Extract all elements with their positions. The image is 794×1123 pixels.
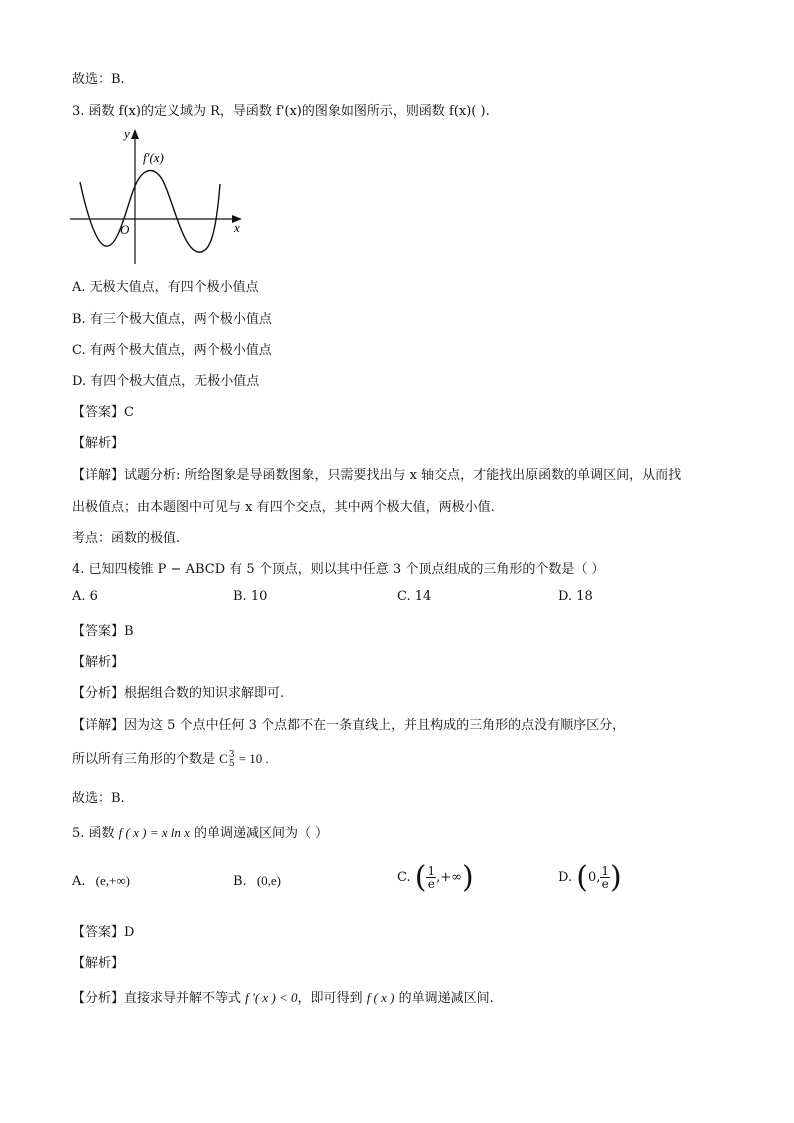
question-4-detail-line-2 bbox=[72, 748, 269, 769]
y-axis-arrow bbox=[131, 129, 139, 139]
combination-subscript: 5 bbox=[228, 758, 235, 769]
question-4-option-c: C. 14 bbox=[397, 589, 432, 604]
question-3-detail-line-2: 出极值点；由本题图中可见与 x 有四个交点，其中两个极大值，两极小值. bbox=[72, 500, 495, 515]
question-3-option-d: D. 有四个极大值点，无极小值点 bbox=[72, 374, 260, 389]
question-3-detail-line-1: 【详解】试题分析: 所给图象是导函数图象，只需要找出与 x 轴交点，才能找出原函数的单调区间，从而找 bbox=[72, 468, 682, 483]
question-5-option-a bbox=[72, 873, 130, 889]
q5-option-c-left-paren: ( bbox=[414, 860, 427, 895]
graph-y-label: y bbox=[124, 126, 130, 141]
question-4-option-b: B. 10 bbox=[233, 589, 268, 604]
question-3-option-a: A. 无极大值点，有四个极小值点 bbox=[72, 280, 259, 295]
derivative-graph bbox=[70, 124, 250, 266]
q5-option-c-numerator: 1 bbox=[427, 864, 436, 878]
q5-option-a-value: (e,+∞) bbox=[95, 873, 130, 888]
question-5-stem bbox=[72, 822, 328, 841]
graph-origin-label: O bbox=[120, 222, 130, 237]
q5-inequality-formula: f ′( x ) < 0 bbox=[245, 990, 298, 1005]
question-3-analysis-heading: 【解析】 bbox=[72, 436, 125, 451]
q5-option-c-tail: ,+∞ bbox=[436, 870, 462, 885]
q4-detail-prefix: 所以所有三角形的个数是 bbox=[72, 752, 220, 767]
q5-analysis-mid: ，即可得到 bbox=[297, 991, 367, 1006]
q5-option-d-numerator: 1 bbox=[601, 864, 609, 878]
q5-option-d-denominator: e bbox=[601, 877, 609, 891]
q5-option-c-fraction bbox=[426, 865, 436, 890]
q5-option-c-label: C. bbox=[397, 870, 411, 885]
derivative-curve bbox=[80, 171, 220, 253]
q5-analysis-suffix: 的单调递减区间. bbox=[394, 991, 494, 1006]
q5-option-c-right-paren: ) bbox=[461, 860, 474, 895]
question-4-stem: 4. 已知四棱锥 P − ABCD 有 5 个顶点，则以其中任意 3 个顶点组成的三角形的个数是（ ） bbox=[72, 562, 605, 577]
q5-option-c-denominator: e bbox=[427, 877, 435, 891]
question-4-analysis-heading: 【解析】 bbox=[72, 655, 125, 670]
question-4-option-d: D. 18 bbox=[558, 589, 593, 604]
q5-option-d-label: D. bbox=[558, 870, 573, 885]
graph-curve-label: f′(x) bbox=[143, 150, 164, 165]
question-3-option-b: B. 有三个极大值点，两个极小值点 bbox=[72, 312, 272, 327]
q5-option-d-right-paren: ) bbox=[610, 860, 622, 895]
question-4-detail-line-1: 【详解】因为这 5 个点中任何 3 个点都不在一条直线上，并且构成的三角形的点没有顺序区分， bbox=[72, 718, 626, 733]
question-5-option-b bbox=[233, 873, 281, 889]
q5-option-d-head: 0, bbox=[587, 870, 601, 885]
q5-option-d-fraction bbox=[600, 865, 610, 890]
question-5-analysis bbox=[72, 987, 494, 1006]
q5-option-b-value: (0,e) bbox=[256, 873, 282, 888]
q4-detail-suffix: = 10 . bbox=[238, 751, 269, 766]
combination-superscript: 3 bbox=[228, 749, 235, 760]
question-3-option-c: C. 有两个极大值点，两个极小值点 bbox=[72, 343, 272, 358]
question-5-answer: 【答案】D bbox=[72, 925, 135, 940]
graph-x-label: x bbox=[234, 220, 240, 235]
question-4-option-a: A. 6 bbox=[72, 589, 98, 604]
q5-option-b-label: B. bbox=[233, 874, 247, 889]
q5-function-ref: f ( x ) bbox=[366, 990, 395, 1005]
question-5-option-c bbox=[397, 860, 474, 895]
q5-stem-suffix: 的单调递减区间为（ ） bbox=[189, 826, 329, 841]
q5-analysis-prefix: 【分析】直接求导并解不等式 bbox=[72, 991, 246, 1006]
combination-symbol: C bbox=[219, 751, 228, 766]
question-3-topic: 考点：函数的极值. bbox=[72, 531, 181, 546]
question-3-stem: 3. 函数 f(x)的定义域为 R，导函数 f'(x)的图象如图所示，则函数 f(x)( ). bbox=[72, 104, 490, 119]
q5-option-d-left-paren: ( bbox=[576, 860, 588, 895]
q5-stem-prefix: 5. 函数 bbox=[72, 826, 119, 841]
question-5-analysis-heading: 【解析】 bbox=[72, 956, 125, 971]
answer-choice-line: 故选：B. bbox=[72, 72, 125, 87]
q5-option-a-label: A. bbox=[72, 874, 86, 889]
question-3-answer: 【答案】C bbox=[72, 405, 134, 420]
question-4-final-choice: 故选：B. bbox=[72, 791, 125, 806]
question-4-analysis: 【分析】根据组合数的知识求解即可. bbox=[72, 686, 285, 701]
q5-function-formula: f ( x ) = x ln x bbox=[118, 825, 190, 840]
question-4-answer: 【答案】B bbox=[72, 624, 134, 639]
question-5-option-d bbox=[558, 860, 622, 895]
